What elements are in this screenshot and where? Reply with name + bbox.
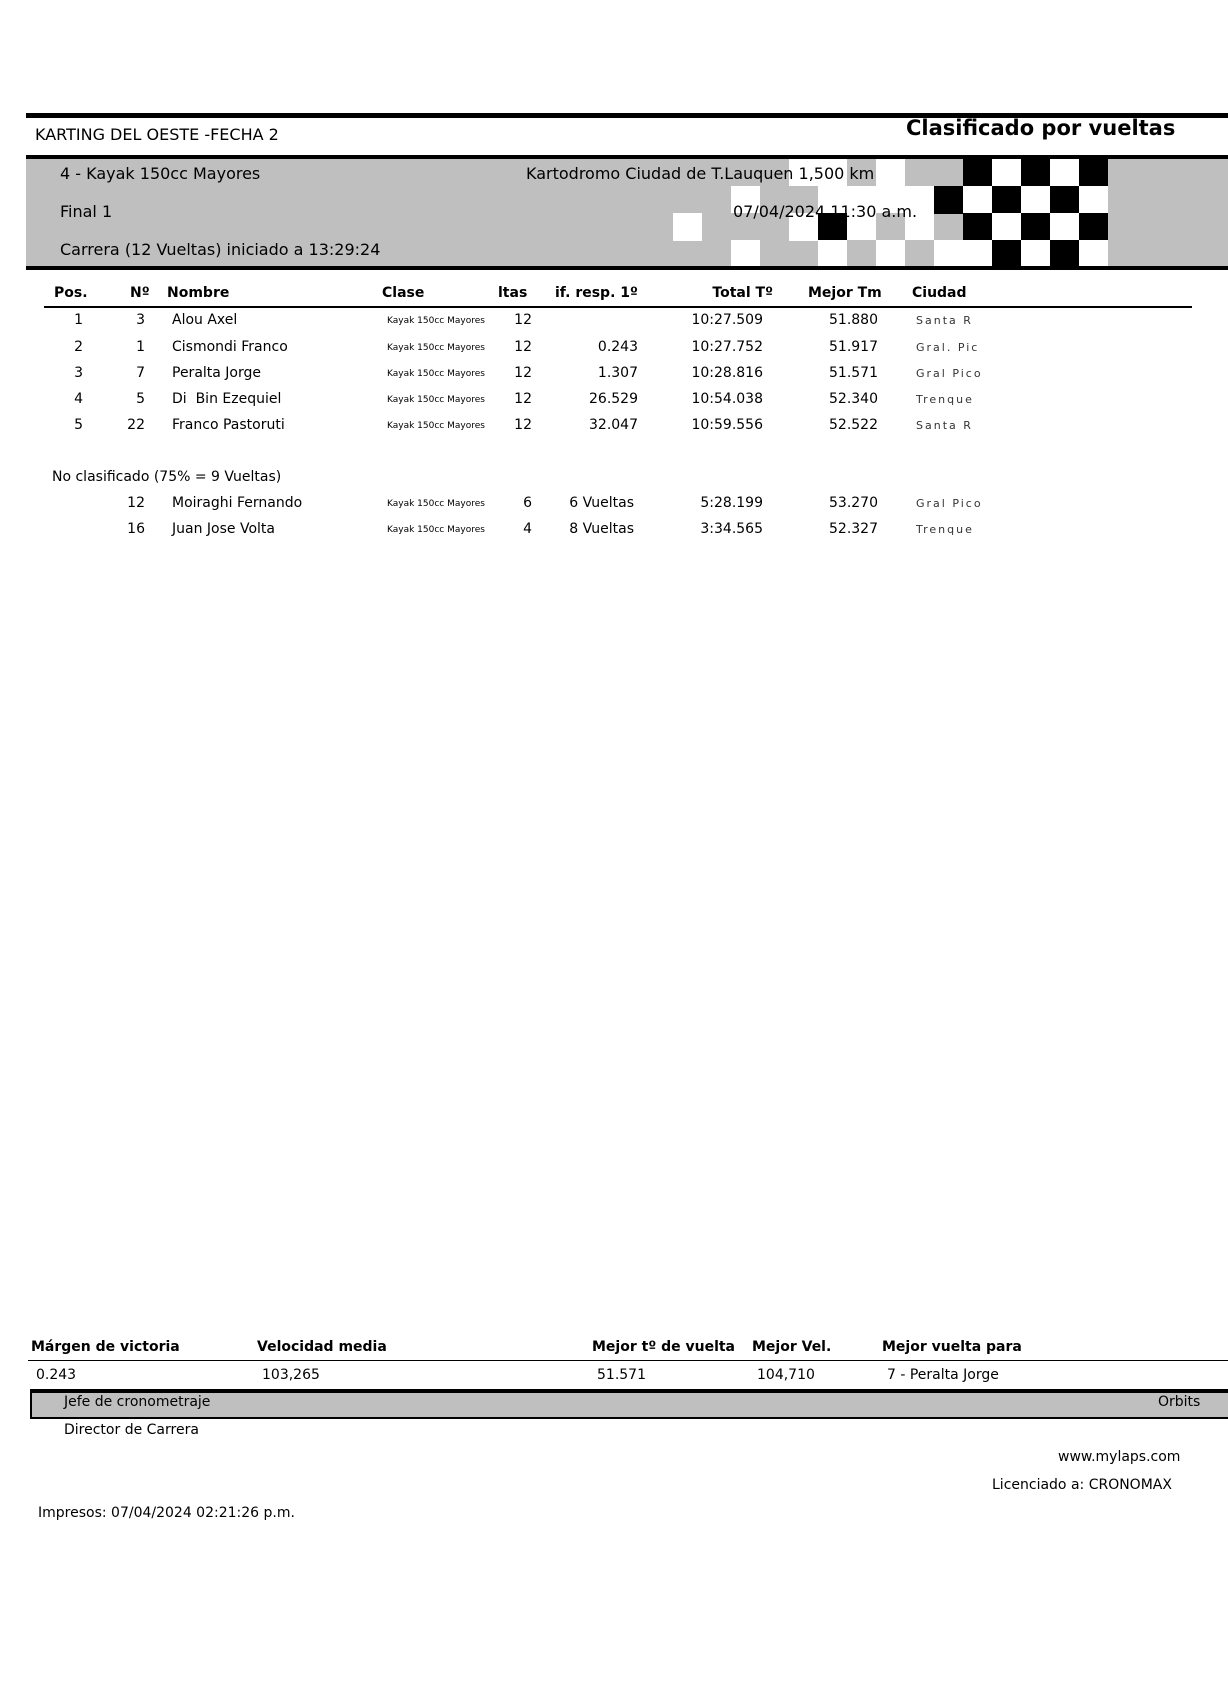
flag-square bbox=[992, 159, 1021, 187]
row-diff: 8 Vueltas bbox=[569, 521, 634, 537]
row-laps: 12 bbox=[514, 365, 532, 381]
row-best: 51.571 bbox=[829, 365, 878, 381]
row-total: 10:27.752 bbox=[691, 339, 763, 355]
row-name: Juan Jose Volta bbox=[172, 521, 275, 537]
event-title: KARTING DEL OESTE -FECHA 2 bbox=[35, 125, 279, 144]
flag-square bbox=[992, 186, 1021, 214]
col-header-city: Ciudad bbox=[912, 285, 967, 301]
row-pos: 5 bbox=[74, 417, 83, 433]
footer-margin-value: 0.243 bbox=[36, 1367, 77, 1383]
row-number: 16 bbox=[127, 521, 145, 537]
flag-square bbox=[1079, 186, 1108, 214]
row-total: 10:54.038 bbox=[691, 391, 763, 407]
row-diff: 32.047 bbox=[589, 417, 638, 433]
category-label: 4 - Kayak 150cc Mayores bbox=[60, 164, 261, 183]
footer-best-lap-by-value: 7 - Peralta Jorge bbox=[887, 1367, 999, 1383]
flag-square bbox=[1021, 240, 1050, 267]
race-director-label: Director de Carrera bbox=[64, 1422, 199, 1438]
row-class: Kayak 150cc Mayores bbox=[387, 421, 485, 431]
row-laps: 12 bbox=[514, 391, 532, 407]
printed-timestamp: Impresos: 07/04/2024 02:21:26 p.m. bbox=[38, 1505, 295, 1521]
flag-square bbox=[818, 240, 847, 267]
flag-square bbox=[673, 213, 702, 241]
row-class: Kayak 150cc Mayores bbox=[387, 499, 485, 509]
not-classified-label: No clasificado (75% = 9 Vueltas) bbox=[52, 469, 282, 485]
row-pos: 1 bbox=[74, 312, 83, 328]
row-total: 5:28.199 bbox=[700, 495, 763, 511]
license-label: Licenciado a: CRONOMAX bbox=[992, 1477, 1172, 1493]
chief-timekeeper-label: Jefe de cronometraje bbox=[64, 1394, 211, 1410]
footer-header-best-lap-by: Mejor vuelta para bbox=[882, 1339, 1022, 1355]
flag-square bbox=[963, 186, 992, 214]
footer-header-avg-speed: Velocidad media bbox=[257, 1339, 387, 1355]
row-diff: 0.243 bbox=[597, 339, 638, 355]
row-class: Kayak 150cc Mayores bbox=[387, 369, 485, 379]
flag-square bbox=[1050, 186, 1079, 214]
col-header-number: Nº bbox=[130, 285, 150, 301]
row-pos: 2 bbox=[74, 339, 83, 355]
footer-rule bbox=[28, 1360, 1228, 1361]
row-best: 52.522 bbox=[829, 417, 878, 433]
row-total: 10:28.816 bbox=[691, 365, 763, 381]
row-diff: 1.307 bbox=[597, 365, 638, 381]
row-total: 10:27.509 bbox=[691, 312, 763, 328]
row-best: 51.917 bbox=[829, 339, 878, 355]
report-title: Clasificado por vueltas bbox=[906, 116, 1176, 140]
row-city: Trenque bbox=[916, 523, 974, 536]
row-pos: 3 bbox=[74, 365, 83, 381]
row-class: Kayak 150cc Mayores bbox=[387, 395, 485, 405]
flag-square bbox=[992, 213, 1021, 241]
system-label: Orbits bbox=[1158, 1394, 1201, 1410]
row-city: Santa R bbox=[916, 314, 973, 327]
footer-header-best-speed: Mejor Vel. bbox=[752, 1339, 832, 1355]
row-name: Peralta Jorge bbox=[172, 365, 262, 381]
track-label: Kartodromo Ciudad de T.Lauquen 1,500 km bbox=[526, 164, 875, 183]
flag-square bbox=[934, 186, 963, 214]
row-city: Gral Pico bbox=[916, 497, 983, 510]
footer-best-speed-value: 104,710 bbox=[757, 1367, 815, 1383]
flag-square bbox=[731, 240, 760, 267]
row-class: Kayak 150cc Mayores bbox=[387, 525, 485, 535]
row-number: 1 bbox=[136, 339, 145, 355]
footer-header-margin: Márgen de victoria bbox=[31, 1339, 180, 1355]
row-city: Trenque bbox=[916, 393, 974, 406]
row-laps: 12 bbox=[514, 339, 532, 355]
row-number: 12 bbox=[127, 495, 145, 511]
flag-square bbox=[905, 159, 934, 187]
row-name: Moiraghi Fernando bbox=[172, 495, 303, 511]
row-total: 10:59.556 bbox=[691, 417, 763, 433]
row-city: Gral. Pic bbox=[916, 341, 980, 354]
row-total: 3:34.565 bbox=[700, 521, 763, 537]
row-best: 52.340 bbox=[829, 391, 878, 407]
col-header-total: Total Tº bbox=[712, 285, 773, 301]
row-name: Alou Axel bbox=[172, 312, 238, 328]
band-bottom-border bbox=[26, 266, 1228, 270]
col-header-class: Clase bbox=[382, 285, 425, 301]
col-header-name: Nombre bbox=[167, 285, 230, 301]
flag-square bbox=[1021, 159, 1050, 187]
row-city: Gral Pico bbox=[916, 367, 983, 380]
flag-square bbox=[876, 240, 905, 267]
row-best: 53.270 bbox=[829, 495, 878, 511]
row-laps: 12 bbox=[514, 417, 532, 433]
col-header-best: Mejor Tm bbox=[808, 285, 882, 301]
row-name: Di Bin Ezequiel bbox=[172, 391, 282, 407]
flag-square bbox=[1079, 213, 1108, 241]
flag-square bbox=[1079, 240, 1108, 267]
row-diff: 6 Vueltas bbox=[569, 495, 634, 511]
table-header-rule bbox=[44, 306, 1192, 308]
row-name: Cismondi Franco bbox=[172, 339, 288, 355]
row-best: 52.327 bbox=[829, 521, 878, 537]
footer-avg-speed-value: 103,265 bbox=[262, 1367, 320, 1383]
flag-square bbox=[847, 240, 876, 267]
col-header-pos: Pos. bbox=[54, 285, 88, 301]
row-class: Kayak 150cc Mayores bbox=[387, 316, 485, 326]
flag-square bbox=[1079, 159, 1108, 187]
session-datetime: 07/04/2024 11:30 a.m. bbox=[733, 202, 918, 221]
footer-best-lap-value: 51.571 bbox=[597, 1367, 646, 1383]
flag-square bbox=[876, 159, 905, 187]
flag-square bbox=[1050, 213, 1079, 241]
flag-square bbox=[1050, 240, 1079, 267]
flag-square bbox=[1021, 213, 1050, 241]
row-laps: 6 bbox=[523, 495, 532, 511]
row-class: Kayak 150cc Mayores bbox=[387, 343, 485, 353]
flag-square bbox=[963, 213, 992, 241]
flag-square bbox=[963, 159, 992, 187]
row-laps: 12 bbox=[514, 312, 532, 328]
row-city: Santa R bbox=[916, 419, 973, 432]
flag-square bbox=[905, 240, 934, 267]
row-number: 7 bbox=[136, 365, 145, 381]
session-label: Final 1 bbox=[60, 202, 113, 221]
row-laps: 4 bbox=[523, 521, 532, 537]
row-number: 3 bbox=[136, 312, 145, 328]
row-number: 5 bbox=[136, 391, 145, 407]
footer-header-best-lap: Mejor tº de vuelta bbox=[592, 1339, 736, 1355]
row-pos: 4 bbox=[74, 391, 83, 407]
row-name: Franco Pastoruti bbox=[172, 417, 285, 433]
website-label: www.mylaps.com bbox=[1058, 1449, 1181, 1465]
flag-square bbox=[992, 240, 1021, 267]
flag-square bbox=[1021, 186, 1050, 214]
row-best: 51.880 bbox=[829, 312, 878, 328]
flag-square bbox=[1050, 159, 1079, 187]
row-diff: 26.529 bbox=[589, 391, 638, 407]
col-header-diff: if. resp. 1º bbox=[555, 285, 638, 301]
row-number: 22 bbox=[127, 417, 145, 433]
flag-square bbox=[963, 240, 992, 267]
col-header-laps: ltas bbox=[498, 285, 528, 301]
race-start-label: Carrera (12 Vueltas) iniciado a 13:29:24 bbox=[60, 240, 381, 259]
flag-square bbox=[934, 240, 963, 267]
